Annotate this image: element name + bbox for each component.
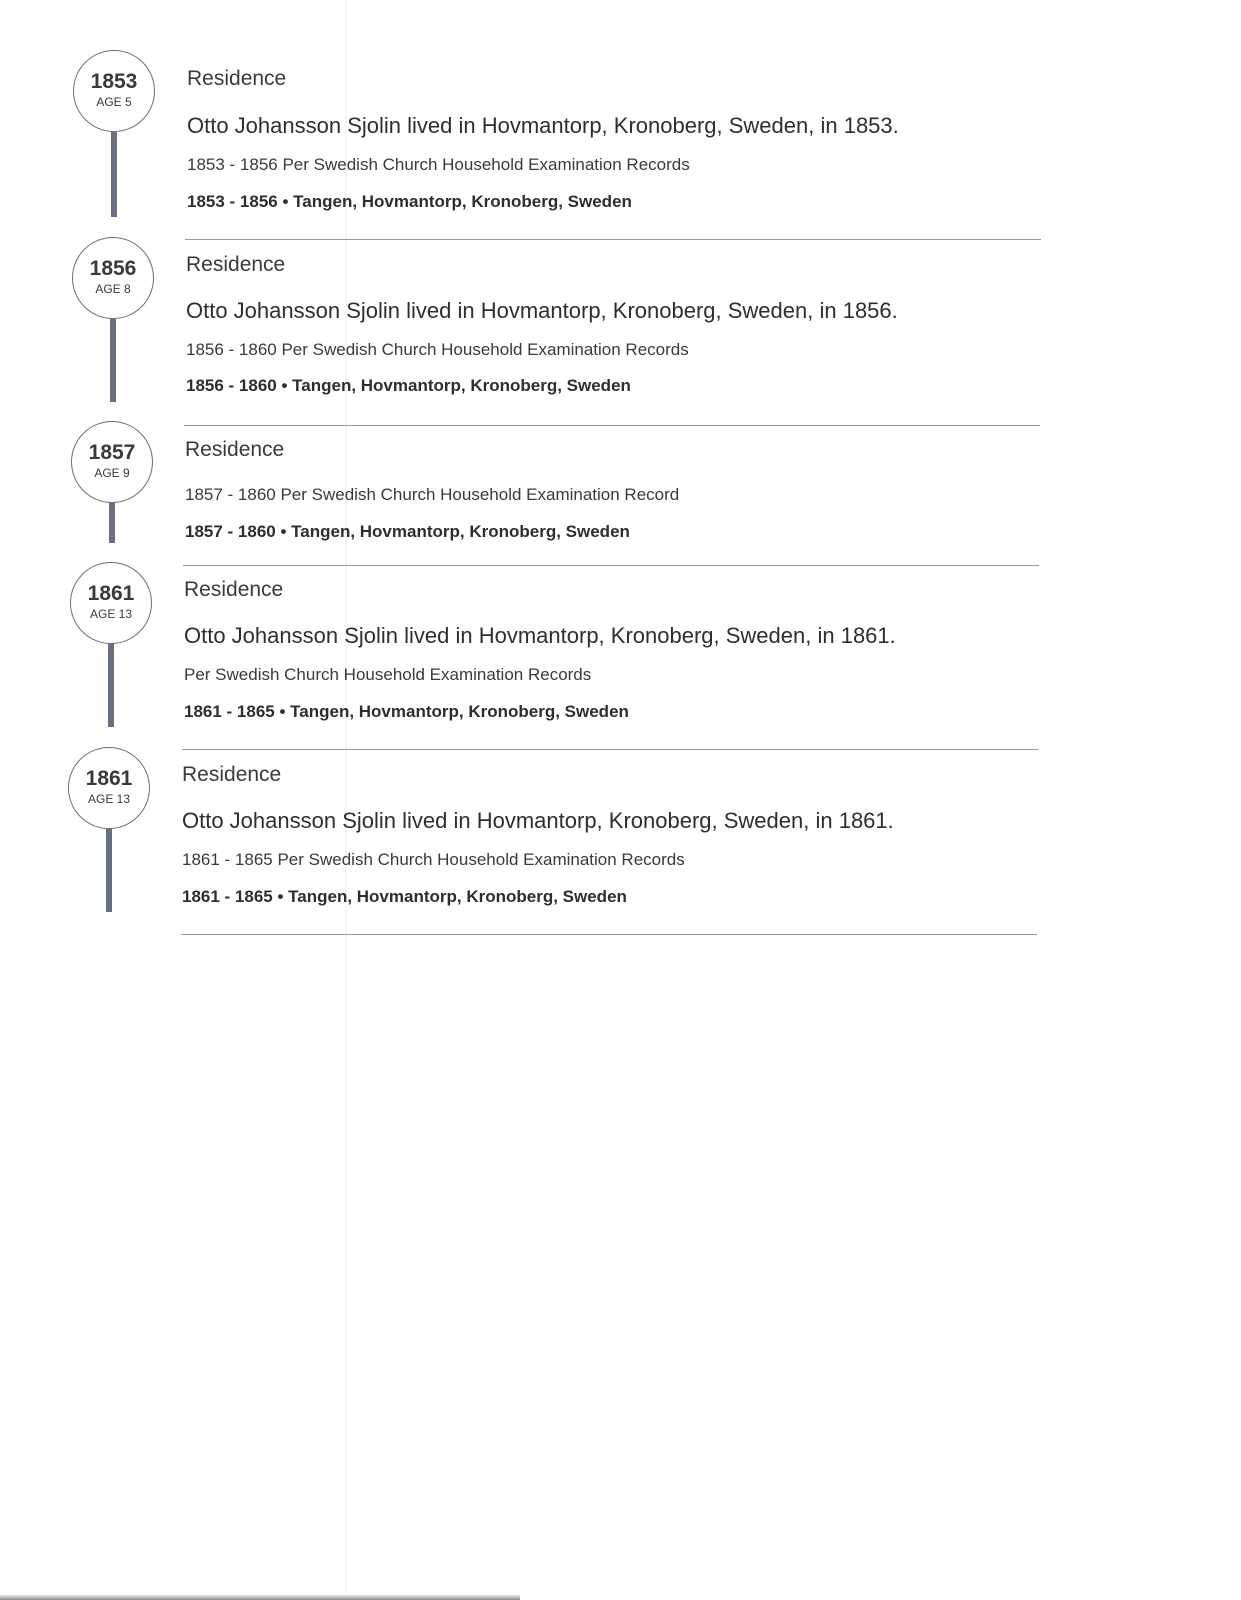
event-place: 1856 - 1860 • Tangen, Hovmantorp, Kronoberg, Sweden <box>186 376 631 395</box>
timeline-stem <box>110 319 116 402</box>
event-content <box>184 577 896 723</box>
event-year: 1861 <box>85 767 133 790</box>
event-content <box>187 66 899 213</box>
event-divider <box>185 239 1041 240</box>
event-year: 1861 <box>87 582 135 605</box>
event-source: 1853 - 1856 Per Swedish Church Household Examination Records <box>187 155 690 174</box>
event-divider <box>183 565 1039 566</box>
timeline-stem <box>109 503 115 543</box>
timeline-stem <box>111 132 117 217</box>
event-content <box>186 252 898 397</box>
event-age: AGE 9 <box>94 466 130 480</box>
event-description: Otto Johansson Sjolin lived in Hovmantorp, Kronoberg, Sweden, in 1856. <box>186 298 898 323</box>
event-divider <box>182 749 1038 750</box>
event-year: 1853 <box>90 70 138 93</box>
year-marker <box>68 747 150 829</box>
year-marker <box>72 237 154 319</box>
event-age: AGE 13 <box>89 607 133 621</box>
year-marker <box>73 50 155 132</box>
event-divider <box>181 934 1037 935</box>
year-marker <box>71 421 153 503</box>
event-source: 1857 - 1860 Per Swedish Church Household Examination Record <box>185 485 680 504</box>
event-content <box>185 437 679 543</box>
event-year: 1856 <box>89 257 137 280</box>
event-type: Residence <box>187 67 287 90</box>
event-source: 1856 - 1860 Per Swedish Church Household Examination Records <box>186 340 689 359</box>
event-place: 1861 - 1865 • Tangen, Hovmantorp, Kronoberg, Sweden <box>182 887 627 906</box>
event-year: 1857 <box>88 441 136 464</box>
event-source: 1861 - 1865 Per Swedish Church Household Examination Records <box>182 850 685 869</box>
event-place: 1861 - 1865 • Tangen, Hovmantorp, Kronoberg, Sweden <box>184 702 629 721</box>
event-divider <box>184 425 1040 426</box>
event-age: AGE 13 <box>87 792 131 806</box>
event-type: Residence <box>182 763 282 786</box>
event-description: Otto Johansson Sjolin lived in Hovmantorp, Kronoberg, Sweden, in 1861. <box>182 808 894 833</box>
event-source: Per Swedish Church Household Examination Records <box>184 665 592 684</box>
event-place: 1857 - 1860 • Tangen, Hovmantorp, Kronoberg, Sweden <box>185 522 630 541</box>
event-age: AGE 5 <box>96 95 132 109</box>
timeline-stem <box>106 829 112 912</box>
event-place: 1853 - 1856 • Tangen, Hovmantorp, Kronoberg, Sweden <box>187 192 632 211</box>
event-type: Residence <box>186 253 286 276</box>
event-age: AGE 8 <box>95 282 131 296</box>
scan-edge-shadow <box>0 1594 520 1600</box>
event-description: Otto Johansson Sjolin lived in Hovmantorp, Kronoberg, Sweden, in 1853. <box>187 113 899 138</box>
event-description: Otto Johansson Sjolin lived in Hovmantorp, Kronoberg, Sweden, in 1861. <box>184 623 896 648</box>
event-type: Residence <box>184 578 284 601</box>
timeline-stem <box>108 644 114 727</box>
year-marker <box>70 562 152 644</box>
event-content <box>182 762 894 908</box>
event-type: Residence <box>185 438 285 461</box>
